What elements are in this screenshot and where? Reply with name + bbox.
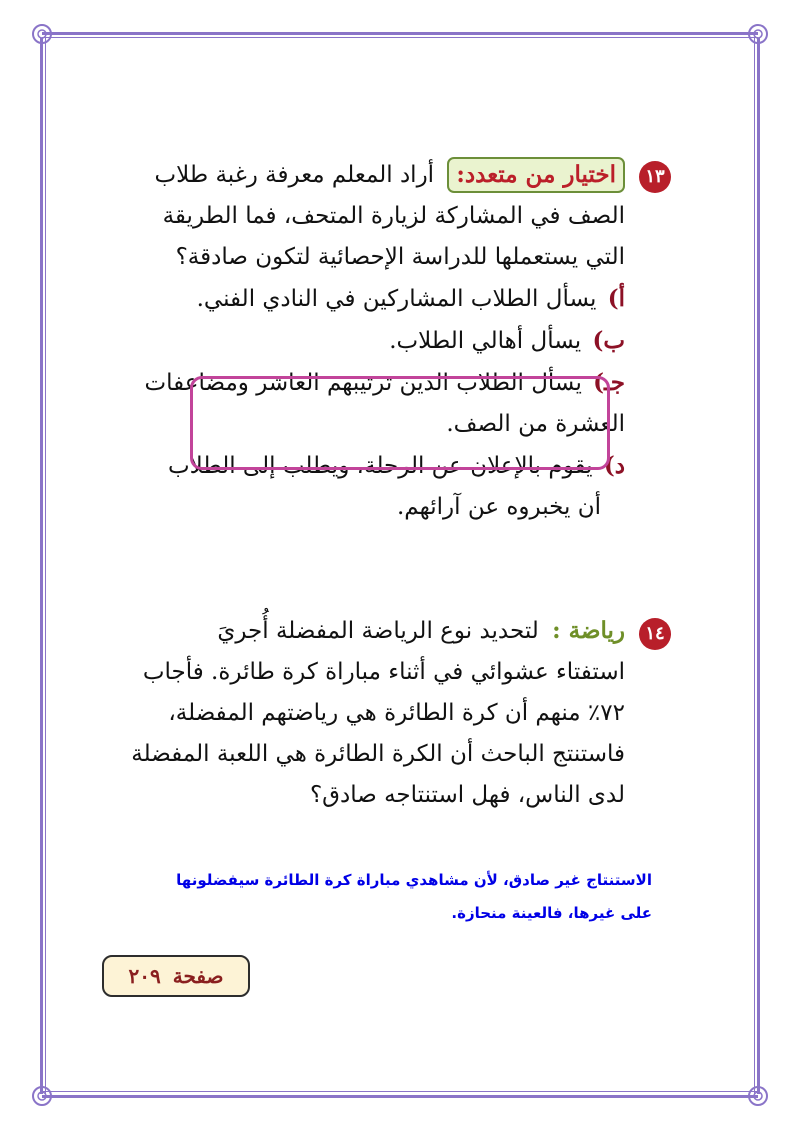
page-number: ٢٠٩ [128, 964, 161, 988]
option-c-highlight [190, 376, 610, 470]
answer-line: على غيرها، فالعينة منحازة. [451, 904, 652, 922]
question-text: ٧٢٪ منهم أن كرة الطائرة هي رياضتهم المفضلة، [168, 700, 625, 726]
question-topic: رياضة : [552, 617, 625, 644]
option-text: يسأل الطلاب الذين ترتيبهم العاشر ومضاعفات [144, 370, 582, 396]
option-text: يسأل أهالي الطلاب. [389, 328, 582, 354]
option-letter: جـ) [593, 369, 625, 396]
option-letter: ب) [592, 327, 625, 354]
answer-text [132, 864, 652, 930]
question-type-tag: اختيار من متعدد: [447, 157, 625, 193]
option-text: أن يخبروه عن آرائهم. [397, 494, 601, 520]
question-text: أراد المعلم معرفة رغبة طلاب [154, 162, 435, 188]
option-text: يسأل الطلاب المشاركين في النادي الفني. [196, 286, 597, 312]
question-text: استفتاء عشوائي في أثناء مباراة كرة طائرة. فأجاب [142, 659, 625, 685]
question-text: فاستنتج الباحث أن الكرة الطائرة هي اللعبة المفضلة [131, 741, 625, 767]
option-letter: أ) [607, 285, 625, 312]
question-line [65, 610, 625, 652]
option-text: العشرة من الصف. [446, 411, 625, 437]
question-13 [65, 155, 665, 528]
page-number-label [102, 955, 250, 997]
option-letter: د) [603, 452, 625, 479]
question-text: لدى الناس، فهل استنتاجه صادق؟ [309, 782, 625, 808]
question-14 [65, 610, 665, 816]
question-line [65, 155, 625, 196]
question-text: التي يستعملها للدراسة الإحصائية لتكون صادقة؟ [175, 244, 625, 270]
answer-line: الاستنتاج غير صادق، لأن مشاهدي مباراة كرة الطائرة سيفضلونها [176, 871, 652, 889]
question-number-badge: ١٣ [639, 161, 671, 193]
question-number-badge: ١٤ [639, 618, 671, 650]
option-text: يقوم بالإعلان عن الرحلة، ويطلب إلى الطلاب [167, 453, 593, 479]
question-text: الصف في المشاركة لزيارة المتحف، فما الطريقة [162, 203, 625, 229]
option-b [65, 320, 625, 362]
option-a [65, 278, 625, 320]
page-word: صفحة [172, 964, 224, 988]
question-text: لتحديد نوع الرياضة المفضلة أُجريَ [217, 618, 539, 644]
